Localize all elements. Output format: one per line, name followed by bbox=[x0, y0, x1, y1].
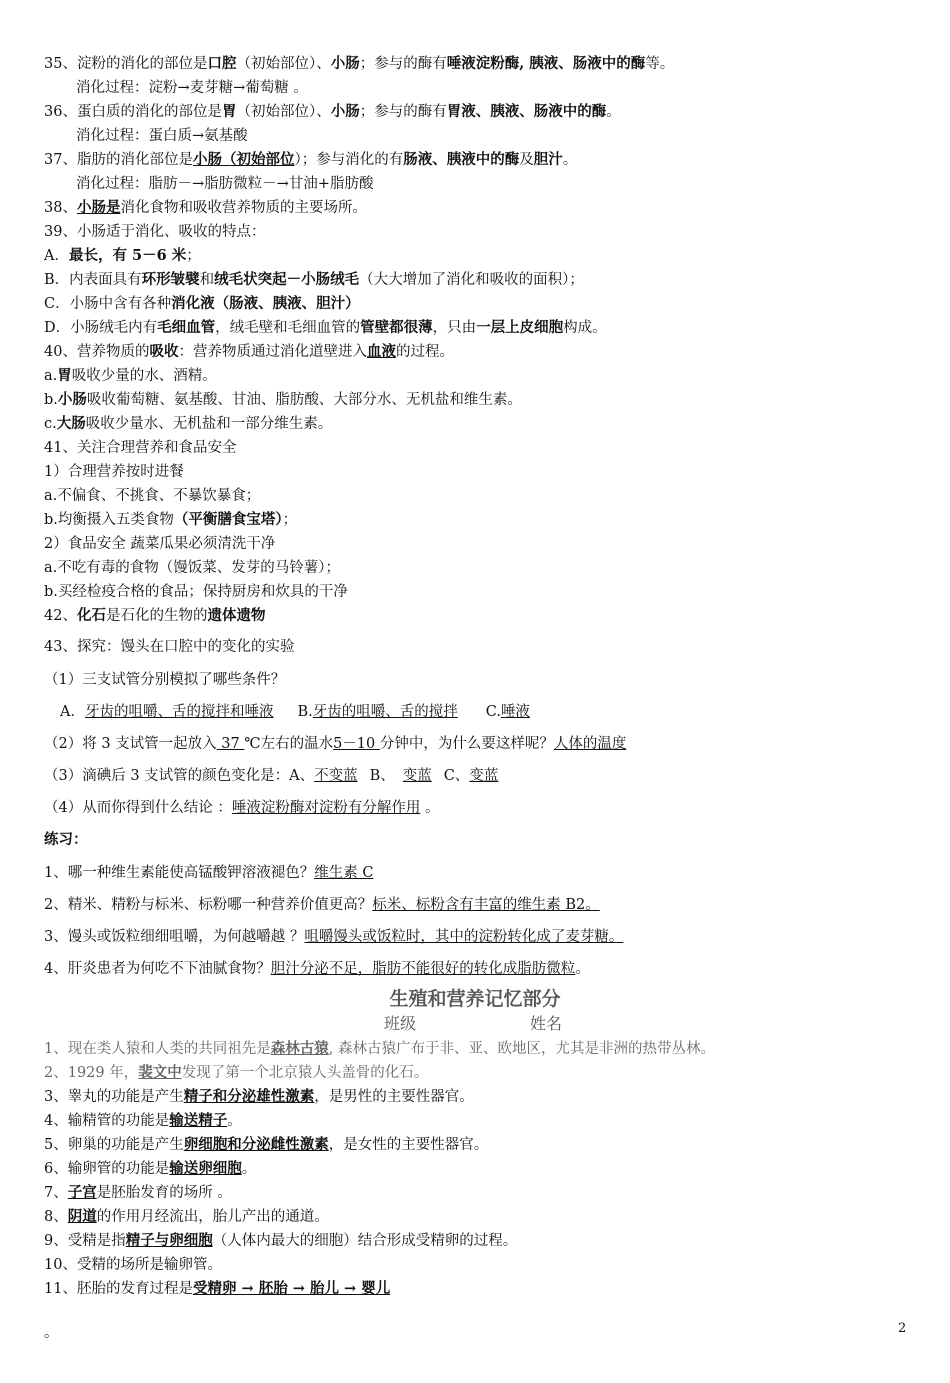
line-39-a: A．最长，有 5－6 米； bbox=[44, 247, 201, 264]
class-label: 班级 bbox=[384, 1014, 417, 1033]
exercise-2: 2、精米、精粉与标米、标粉哪一种营养价值更高？标米、标粉含有丰富的维生素 B2。 bbox=[44, 897, 600, 913]
line-43: 43、探究：馒头在口腔中的变化的实验 bbox=[44, 639, 295, 655]
line-36: 36、蛋白质的消化的部位是胃（初始部位）、小肠；参与的酶有胃液、胰液、肠液中的酶。 bbox=[44, 103, 621, 120]
question-4: （4）从而你得到什么结论 ：唾液淀粉酶对淀粉有分解作用 。 bbox=[44, 800, 440, 816]
page-number: 2 bbox=[898, 1321, 907, 1336]
line-41-1b: b.均衡摄入五类食物（平衡膳食宝塔）； bbox=[44, 511, 298, 528]
line-40: 40、营养物质的吸收：营养物质通过消化道壁进入血液的过程。 bbox=[44, 343, 454, 360]
line-40-c: c.大肠吸收少量水、无机盐和一部分维生素。 bbox=[44, 415, 333, 432]
line-37-process: 消化过程：脂肪－→脂肪微粒－→甘油+脂肪酸 bbox=[76, 176, 374, 192]
memory-item-9: 9、受精是指精子与卵细胞（人体内最大的细胞）结合形成受精卵的过程。 bbox=[44, 1232, 518, 1249]
memory-item-3: 3、睾丸的功能是产生精子和分泌雄性激素，是男性的主要性器官。 bbox=[44, 1088, 474, 1105]
memory-item-2: 2、1929 年，裴文中发现了第一个北京猿人头盖骨的化石。 bbox=[44, 1064, 429, 1081]
exercise-4: 4、肝炎患者为何吃不下油腻食物？胆汁分泌不足，脂肪不能很好的转化成脂肪微粒。 bbox=[44, 961, 590, 977]
line-41-2b: b.买经检疫合格的食品；保持厨房和炊具的干净 bbox=[44, 584, 348, 600]
memory-item-7: 7、子宫是胚胎发育的场所 。 bbox=[44, 1184, 232, 1201]
question-3: （3）滴碘后 3 支试管的颜色变化是：A、不变蓝 B、 变蓝 C、变蓝 bbox=[44, 768, 499, 784]
line-35-process: 消化过程：淀粉→麦芽糖→葡萄糖 。 bbox=[76, 80, 308, 96]
line-36-process: 消化过程：蛋白质→氨基酸 bbox=[76, 128, 248, 144]
line-38: 38、小肠是消化食物和吸收营养物质的主要场所。 bbox=[44, 199, 367, 216]
line-40-b: b.小肠吸收葡萄糖、氨基酸、甘油、脂肪酸、大部分水、无机盐和维生素。 bbox=[44, 391, 522, 408]
question-1-answer: A．牙齿的咀嚼、舌的搅拌和唾液 B.牙齿的咀嚼、舌的搅拌 C.唾液 bbox=[60, 704, 530, 720]
memory-item-10: 10、受精的场所是输卵管。 bbox=[44, 1257, 222, 1273]
exercise-3: 3、馒头或饭粒细细咀嚼，为何越嚼越 ？咀嚼馒头或饭粒时，其中的淀粉转化成了麦芽糖。 bbox=[44, 929, 624, 945]
memory-item-8: 8、阴道的作用月经流出，胎儿产出的通道。 bbox=[44, 1208, 329, 1225]
memory-item-4: 4、输精管的功能是输送精子。 bbox=[44, 1112, 242, 1129]
line-39-d: D．小肠绒毛内有毛细血管，绒毛壁和毛细血管的管壁都很薄，只由一层上皮细胞构成。 bbox=[44, 319, 607, 336]
trailing-mark: 。 bbox=[44, 1325, 59, 1341]
line-41-2a: a.不吃有毒的食物（馒饭菜、发芽的马铃薯）； bbox=[44, 560, 341, 576]
line-37: 37、脂肪的消化部位是小肠（初始部位）；参与消化的有肠液、胰液中的酶及胆汁。 bbox=[44, 151, 578, 168]
exercise-1: 1、哪一种维生素能使高锰酸钾溶液褪色？维生素 C bbox=[44, 865, 374, 881]
line-41-2: 2）食品安全 蔬菜瓜果必须清洗干净 bbox=[44, 536, 276, 552]
practice-heading: 练习： bbox=[44, 831, 88, 848]
memory-item-11: 11、胚胎的发育过程是受精卵 → 胚胎 → 胎儿 → 婴儿 bbox=[44, 1280, 391, 1297]
line-39-c: C．小肠中含有各种消化液（肠液、胰液、胆汁） bbox=[44, 295, 360, 312]
question-1: （1）三支试管分别模拟了哪些条件？ bbox=[44, 672, 286, 688]
line-41: 41、关注合理营养和食品安全 bbox=[44, 440, 237, 456]
line-41-1a: a.不偏食、不挑食、不暴饮暴食； bbox=[44, 488, 261, 504]
question-2: （2）将 3 支试管一起放入 37 ℃左右的温水5－10 分钟中，为什么要这样呢？人体的温度 bbox=[44, 736, 627, 752]
line-40-a: a.胃吸收少量的水、酒精。 bbox=[44, 367, 217, 384]
memory-item-1: 1、现在类人猿和人类的共同祖先是森林古猿, 森林古猿广布于非、亚、欧地区，尤其是非洲的热带丛林。 bbox=[44, 1040, 715, 1057]
line-42: 42、化石是石化的生物的遗体遗物 bbox=[44, 607, 266, 624]
memory-item-6: 6、输卵管的功能是输送卵细胞。 bbox=[44, 1160, 257, 1177]
name-label: 姓名 bbox=[530, 1014, 563, 1033]
line-41-1: 1）合理营养按时进餐 bbox=[44, 464, 184, 480]
section-title: 生殖和营养记忆部分 bbox=[389, 988, 561, 1010]
memory-item-5: 5、卵巢的功能是产生卵细胞和分泌雌性激素，是女性的主要性器官。 bbox=[44, 1136, 489, 1153]
line-39: 39、小肠适于消化、吸收的特点： bbox=[44, 224, 266, 240]
line-39-b: B．内表面具有环形皱襞和绒毛状突起－小肠绒毛（大大增加了消化和吸收的面积）； bbox=[44, 271, 584, 288]
line-35: 35、淀粉的消化的部位是口腔（初始部位）、小肠；参与的酶有唾液淀粉酶, 胰液、肠液中的酶等。 bbox=[44, 55, 675, 72]
